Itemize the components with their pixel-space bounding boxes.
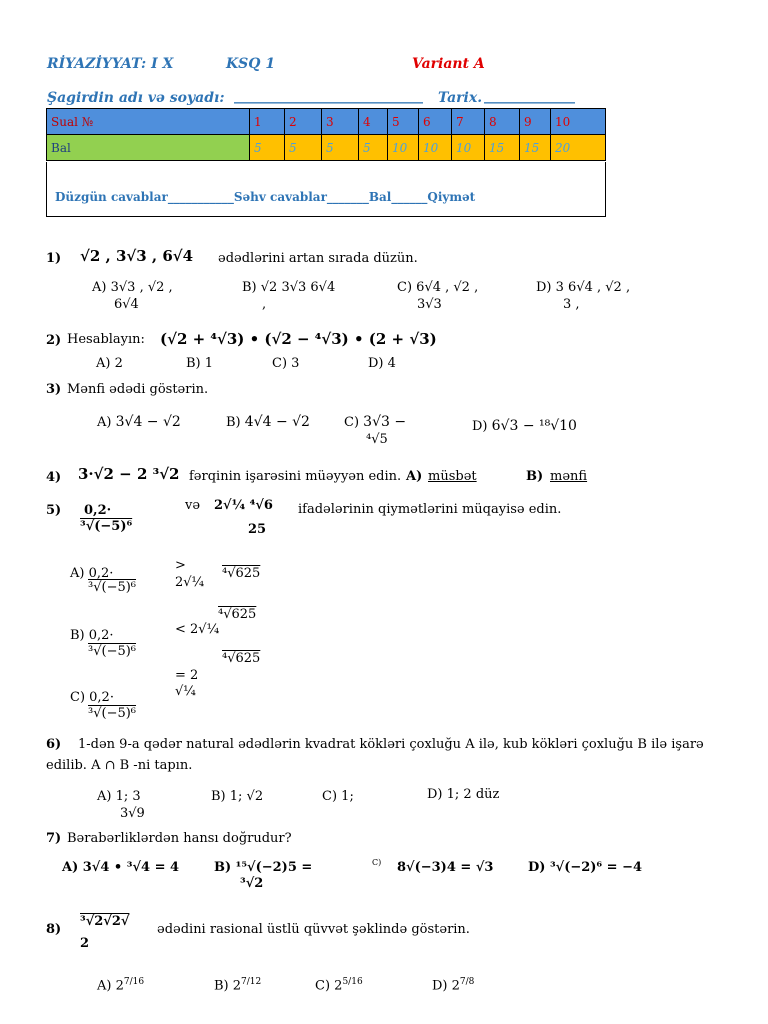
student-name-label: Şagirdin adı və soyadı: <box>47 90 225 106</box>
q3-option-d[interactable] <box>472 418 577 434</box>
q5-expr1: 0,2· <box>84 503 112 518</box>
option-base: 2 <box>334 978 343 994</box>
q4-option-a[interactable]: müsbət <box>428 469 477 484</box>
q4-option-b[interactable]: mənfi <box>550 469 588 484</box>
q6-option-a[interactable] <box>97 789 141 804</box>
option-label: C) <box>322 789 338 804</box>
q1-option-d-line2: 3 , <box>563 297 580 312</box>
q1-option-a-line2: 6√4 <box>114 297 139 312</box>
q1-text: ədədlərini artan sırada düzün. <box>218 251 418 266</box>
option-base: 2 <box>115 978 124 994</box>
num-cell: 5 <box>388 109 419 135</box>
variant-label: Variant A <box>412 56 485 72</box>
q3-text: Mənfi ədədi göstərin. <box>67 382 209 397</box>
q4-text: fərqinin işarəsini müəyyən edin. <box>189 469 402 484</box>
q5-and: və <box>185 498 201 513</box>
q5-option-a-rhs: 2√¼ <box>175 575 205 590</box>
summary-row <box>46 162 606 217</box>
q3-option-c[interactable] <box>344 414 406 430</box>
option-base: 2 <box>451 978 460 994</box>
option-label: D) <box>432 978 448 994</box>
row-label-sual: Sual № <box>47 109 250 135</box>
option-label: B) <box>226 415 241 430</box>
option-expr: 6√4 , √2 , <box>416 280 479 295</box>
option-expr: 3√3 − <box>363 414 407 430</box>
q1-option-c[interactable] <box>397 280 478 295</box>
option-label: A) <box>97 789 112 804</box>
q6-option-a-line2: 3√9 <box>120 806 145 821</box>
option-label: B) <box>242 280 257 295</box>
option-expr: 3√4 − √2 <box>115 414 181 430</box>
option-exponent: 7/16 <box>123 977 145 987</box>
option-label: C) <box>397 280 413 295</box>
q8-option-b[interactable] <box>214 977 261 993</box>
q4-expression: 3·√2 − 2 ³√2 <box>78 465 180 483</box>
q5-option-c-rhs: √¼ <box>175 684 196 699</box>
num-cell: 2 <box>285 109 322 135</box>
option-base: 2 <box>232 978 242 994</box>
q2-option-d[interactable]: D) 4 <box>368 356 396 371</box>
points-cell: 5 <box>322 135 359 161</box>
option-exponent: 7/12 <box>241 977 262 987</box>
option-expr: 3 6√4 , √2 , <box>555 280 631 295</box>
q3-number: 3) <box>46 382 62 397</box>
q6-line1: 1-dən 9-a qədər natural ədədlərin kvadrat kökləri çoxluğu A ilə, kub kökləri çoxluğu B ilə işarə <box>78 737 704 752</box>
option-label: B) <box>214 978 229 994</box>
q8-option-c[interactable] <box>315 977 363 993</box>
q5-option-b-relation: < 2√¼ <box>175 622 220 637</box>
q4-option-b-label: B) <box>526 469 544 484</box>
option-exponent: 5/16 <box>342 977 363 987</box>
q7-option-a[interactable]: A) 3√4 • ³√4 = 4 <box>62 860 180 875</box>
q5-expr1-root: ³√(−5)⁶ <box>80 519 133 534</box>
subject-title: RİYAZİYYAT: I X <box>47 56 174 72</box>
option-label: C) <box>315 978 331 994</box>
q1-option-b[interactable] <box>242 280 335 295</box>
q5-option-b-root: ³√(−5)⁶ <box>88 644 137 659</box>
q7-option-c[interactable]: 8√(−3)4 = √3 <box>397 860 494 875</box>
option-label: D) <box>536 280 552 295</box>
option-label: A) <box>92 280 107 295</box>
points-cell: 10 <box>452 135 485 161</box>
points-cell: 10 <box>388 135 419 161</box>
summary-text[interactable]: Düzgün cavablar___________Səhv cavablar_______Bal______Qiymət <box>55 190 476 204</box>
num-cell: 6 <box>419 109 452 135</box>
num-cell: 9 <box>520 109 551 135</box>
option-expr: 1; 2 düz <box>446 787 500 802</box>
q1-option-d[interactable] <box>536 280 630 295</box>
ksq-label: KSQ 1 <box>226 56 276 72</box>
option-label: D) <box>472 419 488 434</box>
question-number-row <box>47 109 606 135</box>
q5-option-a-relation: > <box>175 558 186 573</box>
q3-option-c-line2: ⁴√5 <box>366 432 388 447</box>
q2-option-b[interactable]: B) 1 <box>186 356 214 371</box>
num-cell: 3 <box>322 109 359 135</box>
q1-option-a[interactable] <box>92 280 173 295</box>
q2-number: 2) <box>46 333 62 348</box>
q1-option-b-line2: , <box>262 297 267 312</box>
q5-option-c-relation: = 2 <box>175 668 199 683</box>
q5-option-a-root: ³√(−5)⁶ <box>88 580 137 595</box>
q6-option-d[interactable] <box>427 787 499 802</box>
q5-option-a[interactable]: A) 0,2· <box>70 566 114 581</box>
option-expr: 6√3 − ¹⁸√10 <box>491 418 577 434</box>
q4-option-a-label: A) <box>406 469 423 484</box>
option-exponent: 7/8 <box>459 977 475 987</box>
num-cell: 1 <box>250 109 285 135</box>
score-table <box>46 108 606 161</box>
num-cell: 4 <box>359 109 388 135</box>
q5-expr2-b: 25 <box>248 522 267 537</box>
q6-line2: edilib. A ∩ B -ni tapın. <box>46 758 193 773</box>
q6-option-b[interactable] <box>211 789 263 804</box>
q3-option-b[interactable] <box>226 414 310 430</box>
q8-text: ədədini rasional üstlü qüvvət şəklində göstərin. <box>157 922 470 937</box>
q3-option-a[interactable] <box>97 414 181 430</box>
row-label-bal: Bal <box>47 135 250 161</box>
points-row <box>47 135 606 161</box>
q1-option-c-line2: 3√3 <box>417 297 442 312</box>
num-cell: 7 <box>452 109 485 135</box>
q5-option-a-rhs2: ⁴√625 <box>222 566 261 581</box>
option-expr: √2 3√3 6√4 <box>260 280 336 295</box>
option-expr: 3√3 , √2 , <box>110 280 173 295</box>
q7-option-b-line2: ³√2 <box>240 876 264 891</box>
q1-number: 1) <box>46 251 62 266</box>
q5-expr2: 2√¼ ⁴√6 <box>214 498 273 513</box>
q4-number: 4) <box>46 470 62 485</box>
date-blank[interactable]: _____________ <box>484 88 575 104</box>
q7-option-c-label: C) <box>372 858 382 867</box>
q6-number: 6) <box>46 737 62 752</box>
q7-option-d[interactable]: D) ³√(−2)⁶ = −4 <box>528 860 643 875</box>
q5-number: 5) <box>46 503 62 518</box>
points-cell: 15 <box>485 135 520 161</box>
option-label: B) <box>211 789 226 804</box>
q5-option-c-root: ³√(−5)⁶ <box>88 706 137 721</box>
option-label: A) <box>97 978 112 994</box>
q2-expression: (√2 + ⁴√3) • (√2 − ⁴√3) • (2 + √3) <box>160 330 437 348</box>
q8-expression-b: 2 <box>80 936 90 951</box>
num-cell: 8 <box>485 109 520 135</box>
q5-text: ifadələrinin qiymətlərini müqayisə edin. <box>298 502 562 517</box>
q5-option-b-rhs: ⁴√625 <box>218 607 257 622</box>
points-cell: 20 <box>551 135 606 161</box>
points-cell: 5 <box>285 135 322 161</box>
q7-text: Bərabərliklərdən hansı doğrudur? <box>67 831 292 846</box>
q5-option-b[interactable]: B) 0,2· <box>70 628 114 643</box>
points-cell: 5 <box>250 135 285 161</box>
date-label: Tarix. <box>438 90 483 106</box>
q5-option-c[interactable]: C) 0,2· <box>70 690 114 705</box>
points-cell: 10 <box>419 135 452 161</box>
option-expr: 1; √2 <box>229 789 264 804</box>
option-label: C) <box>344 415 360 430</box>
q8-option-d[interactable] <box>432 977 474 993</box>
q2-text: Hesablayın: <box>67 332 145 347</box>
q7-number: 7) <box>46 831 62 846</box>
q8-expression: ³√2√2√ <box>80 914 130 929</box>
num-cell: 10 <box>551 109 606 135</box>
q2-option-a[interactable]: A) 2 <box>96 356 123 371</box>
option-expr: 1; <box>341 789 354 804</box>
option-expr: 1; 3 <box>115 789 141 804</box>
points-cell: 15 <box>520 135 551 161</box>
q1-expression: √2 , 3√3 , 6√4 <box>80 247 194 265</box>
option-expr: 4√4 − √2 <box>244 414 310 430</box>
option-label: A) <box>97 415 112 430</box>
q5-option-c-rhs2: ⁴√625 <box>222 651 261 666</box>
student-name-blank[interactable]: ___________________________ <box>234 88 423 104</box>
q6-option-c[interactable] <box>322 789 354 804</box>
q2-option-c[interactable]: C) 3 <box>272 356 300 371</box>
points-cell: 5 <box>359 135 388 161</box>
q7-option-b[interactable]: B) ¹⁵√(−2)5 = <box>214 860 313 875</box>
q8-number: 8) <box>46 922 62 937</box>
q8-option-a[interactable] <box>97 977 144 993</box>
option-label: D) <box>427 787 443 802</box>
